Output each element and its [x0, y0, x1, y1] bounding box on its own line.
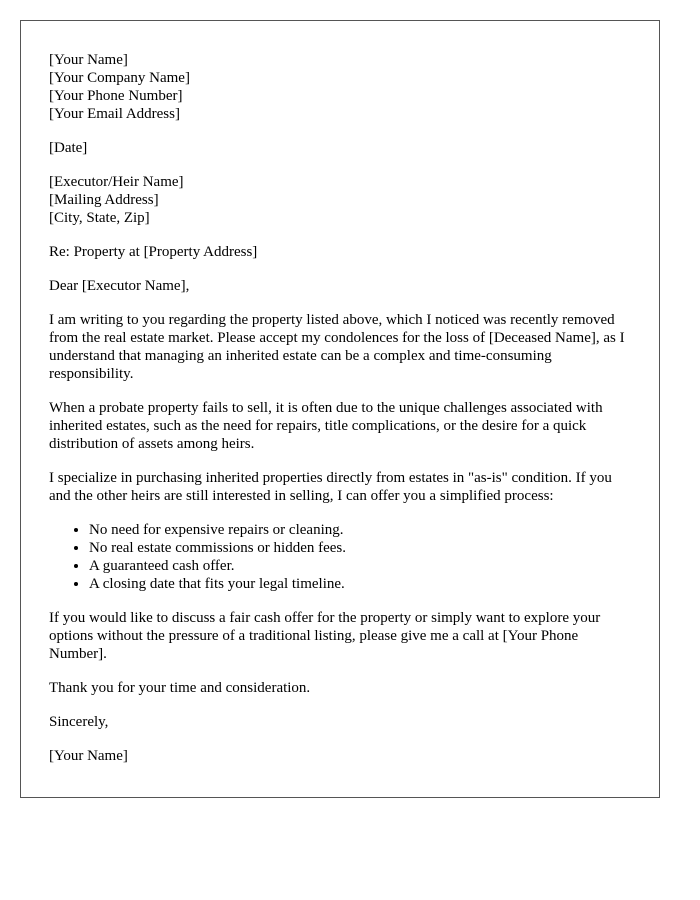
- salutation: Dear [Executor Name],: [49, 278, 190, 294]
- subject-line: Re: Property at [Property Address]: [49, 244, 258, 260]
- sender-block: [49, 51, 631, 123]
- recipient-address: [Mailing Address]: [49, 192, 159, 208]
- paragraph-probate: When a probate property fails to sell, it is often due to the unique challenges associated with inherited estates, such as the need for repairs, title complications, or the desire for a quick distribution of assets among heirs.: [49, 400, 603, 452]
- list-item: • A guaranteed cash offer.: [89, 557, 631, 575]
- letter: [20, 20, 660, 798]
- list-item: • No need for expensive repairs or cleaning.: [89, 521, 631, 539]
- sender-company: [Your Company Name]: [49, 70, 190, 86]
- signature-name: [Your Name]: [49, 748, 128, 764]
- paragraph-closing: If you would like to discuss a fair cash offer for the property or simply want to explore your options without the pressure of a traditional listing, please give me a call at [Your Phone Number].: [49, 610, 601, 662]
- recipient-block: [49, 173, 631, 227]
- paragraph-intro: I am writing to you regarding the property listed above, which I noticed was recently removed from the real estate market. Please accept my condolences for the loss of [Deceased Name], as I understand that managing an inherited estate can be a complex and time-consuming responsibility.: [49, 312, 625, 382]
- recipient-city-state-zip: [City, State, Zip]: [49, 210, 150, 226]
- sender-name: [Your Name]: [49, 52, 128, 68]
- date: [Date]: [49, 140, 88, 156]
- thanks-line: Thank you for your time and consideration.: [49, 680, 311, 696]
- list-item: • No real estate commissions or hidden fees.: [89, 539, 631, 557]
- benefits-list: [49, 521, 631, 593]
- sender-email: [Your Email Address]: [49, 106, 180, 122]
- recipient-name: [Executor/Heir Name]: [49, 174, 184, 190]
- sender-phone: [Your Phone Number]: [49, 88, 183, 104]
- paragraph-offer: I specialize in purchasing inherited properties directly from estates in "as-is" condition. If you and the other heirs are still interested in selling, I can offer you a simplified process:: [49, 470, 612, 504]
- list-item: • A closing date that fits your legal timeline.: [89, 575, 631, 593]
- signoff: Sincerely,: [49, 714, 109, 730]
